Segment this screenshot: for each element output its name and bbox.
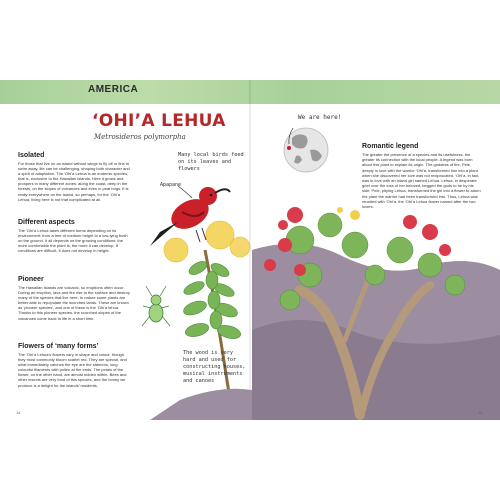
apapane-label: Apapane: [160, 182, 182, 188]
section-heading: Isolated: [18, 152, 45, 159]
section-heading: Different aspects: [18, 219, 75, 226]
right-page-number: 15: [478, 410, 483, 415]
left-page-number: 14: [16, 410, 21, 415]
section-heading: Flowers of ‘many forms’: [18, 343, 99, 350]
section-text: The ‘Ohi’a Lehua’s flowers vary in shape and colour, though they most commonly bloom scarlet red. They are special, and what immediately catches the eye are the stamens, long colourful filaments with pollen at the ends. The petals of the flower, on the other hand, are almost hidden within. Bees and other insects are very fond of this species, and the honey we produce is a delight for the islands’ residents.: [18, 352, 127, 388]
scientific-name: Metrosideros polymorpha: [94, 133, 186, 141]
we-are-here-label: We are here!: [298, 114, 342, 121]
page-title: ‘OHI’A LEHUA: [92, 111, 226, 131]
wood-note: The wood is very hard and used for constructing houses, musical instruments and canoes: [183, 350, 246, 384]
section-text: The ‘Ohi’a Lehua takes different forms depending on its environment: from a tree of medium height to a low-lying bush on the ground. It all depends on the growing conditions: the more comfortable the plant is, the more it can develop. If conditions are difficult, it does not develop in height.: [18, 228, 128, 254]
section-heading: Pioneer: [18, 276, 44, 283]
birds-note: Many local birds feed on its leaves and flowers: [178, 152, 244, 172]
section-text: The Hawaiian Islands are volcanic, so eruptions often occur. During an eruption, lava and fire rise to the surface and destroy many of the species that live here. In nature some plants are better able to repopulate the scorched lands. These are known as ‘pioneer species’, and one of these is the ‘Ohi’a lehua. Thanks to this pioneer species, the scorched slopes of the volcanoes come back to life in a short time.: [18, 285, 130, 321]
section-label: AMERICA: [88, 84, 139, 95]
section-text: For those that live on an island without wings to fly off or fins to swim away, life can be challenging, shaping both character and a spirit of adaptation. The ‘Ohi’a Lehua is an endemic species, that is, exclusive to the Hawaiian Islands. Here it grows and prospers in many different zones: along the coast, deep in the forests, on the slopes of volcanoes and even in peat bogs. It is really everywhere on the island, so perhaps, for the ‘Ohi’a Lehua, living here is not that complicated at all.: [18, 161, 130, 202]
section-heading: Romantic legend: [362, 143, 419, 150]
section-text: The greater the presence of a species and its usefulness, the greater its connection with the local people. A legend was born about this plant to explain its origin. The goddess of fire, Pele, deeply in love with the warrior ‘Ohi’a, transformed him into a plant when she discovered her love was not reciprocated. ‘Ohi’a, in fact, was in love with an island girl named Lehua. Lehua, in desperate grief over the loss of her beloved, begged the gods to be by his side. Pele, pitying Lehua, transformed the girl into a flower to adorn the plant the warrior had been transformed into. Thus, Lehua was reunited with ‘Ohi’a, the ‘Ohi’a Lehua flower named after the two lovers.: [362, 152, 481, 210]
